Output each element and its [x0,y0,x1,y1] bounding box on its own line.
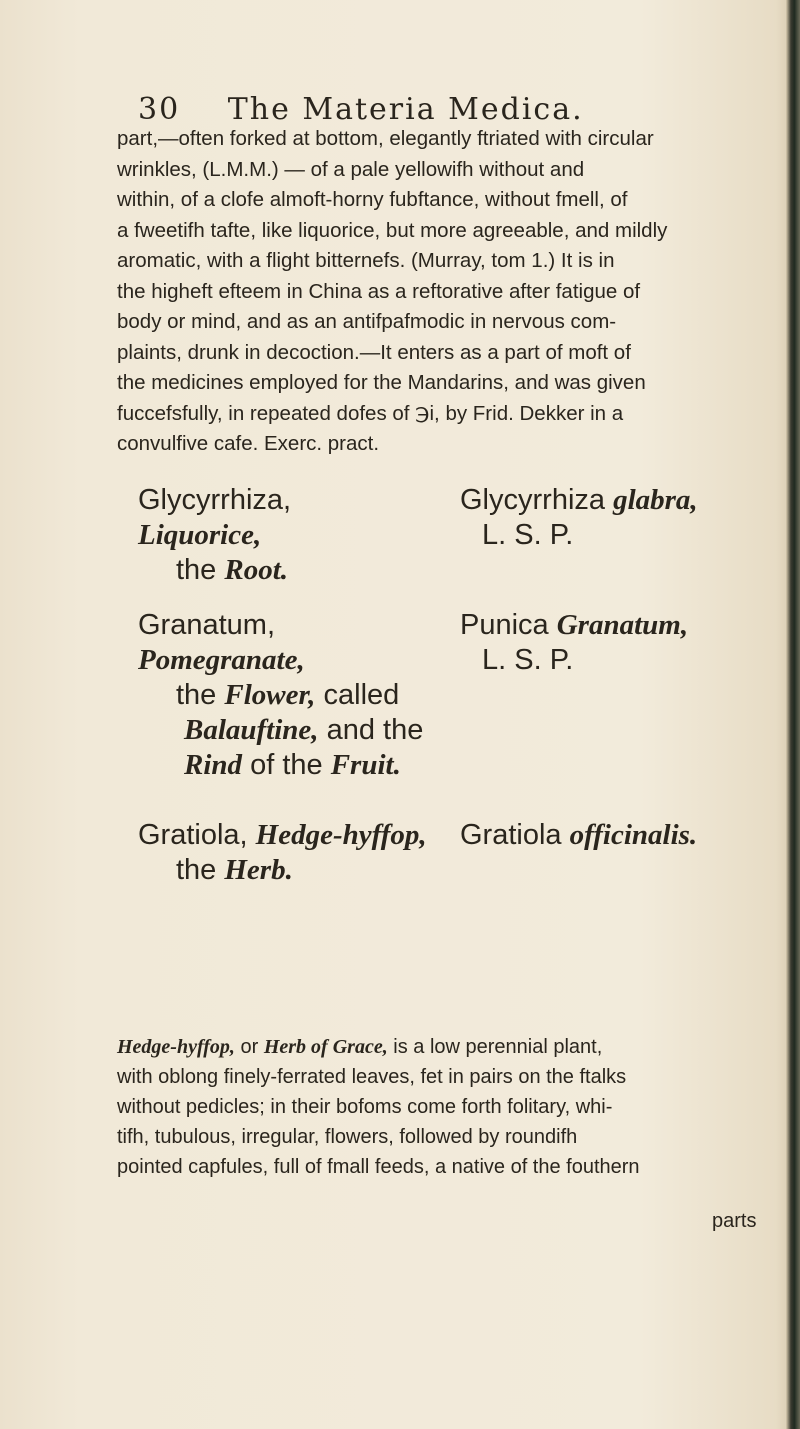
text-line: convulfive cafe. Exerc. pract. [117,432,380,455]
entry-latin-name: Granatum, [138,609,275,641]
species: Granatum, [556,609,689,641]
header-word-the: The [227,92,291,127]
part-value: Flower, [224,679,316,711]
text-line: tifh, tubulous, irregular, flowers, followed by roundifh [117,1126,578,1148]
linnaean-name [460,608,688,643]
entry-granatum-name [138,608,423,783]
text-line: aromatic, with a flight bitternefs. (Murray, tom 1.) It is in [117,249,615,272]
part-label: the [176,854,225,886]
genus: Glycyrrhiza [460,484,614,516]
paragraph-hedge-hyssop-description [117,1032,777,1182]
text-line: within, of a clofe almoft-horny fubftance, without fmell, of [117,188,628,211]
page-edge [786,0,800,1429]
text-line: wrinkles, (L.M.M.) — of a pale yellowifh without and [117,157,585,181]
entry-glycyrrhiza-name [138,483,291,588]
paragraph-liquorice-description [117,124,777,460]
text-line: the higheft efteem in China as a reftorative after fatigue of [117,279,641,303]
text-line: fuccefsfully, in repeated dofes of ℈i, by Frid. Dekker in a [117,401,624,425]
text-line: part,—often forked at bottom, elegantly ftriated with circular [117,127,654,150]
part-label: called [315,679,400,711]
header-word-materia: Materia [302,92,437,127]
linnaean-name [460,483,698,518]
entry-part-used [138,713,423,748]
part-label: and the [318,714,424,746]
species: glabra, [613,484,698,516]
genus: Gratiola [460,819,570,851]
entry-latin-name: Glycyrrhiza, [138,484,292,516]
genus: Punica [460,609,557,641]
text-line: a fweetifh tafte, like liquorice, but more agreeable, and mildly [117,218,668,242]
catchword: parts [712,1210,757,1232]
text-line [117,1032,777,1062]
entry-granatum-linnaean [460,608,688,678]
linnaean-reference: L. S. P. [482,519,574,551]
entry-part-used [138,748,423,783]
entry-part-used [138,853,427,888]
entry-common-name: Pomegranate, [138,644,305,676]
entry-common-name: Liquorice, [138,519,262,551]
part-label: of the [242,749,331,781]
part-value: Herb. [224,854,293,886]
part-value: Fruit. [330,749,401,781]
text-line: pointed capfules, full of fmall feeds, a native of the fouthern [117,1156,640,1178]
running-header [138,92,584,127]
text: or [234,1036,264,1058]
term: Hedge-hyffop, [117,1036,235,1058]
entry-latin-name [138,818,427,853]
text-line: body or mind, and as an antifpafmodic in nervous com- [117,310,617,333]
text-line: without pedicles; in their bofoms come forth folitary, whi- [117,1096,613,1118]
part-value: Balauftine, [184,714,319,746]
text-line: with oblong finely-ferrated leaves, fet in pairs on the ftalks [117,1066,627,1088]
term: Herb of Grace, [263,1036,388,1058]
text-line: plaints, drunk in decoction.—It enters as a part of moft of [117,340,631,364]
entry-glycyrrhiza-linnaean [460,483,698,553]
entry-gratiola-linnaean [460,818,697,853]
header-word-medica: Medica. [448,92,584,127]
entry-part-used [138,678,423,713]
part-value: Root. [224,554,289,586]
page-number: 30 [138,92,181,127]
entry-part-used [138,553,291,588]
part-label: the [176,554,225,586]
text-line: the medicines employed for the Mandarins, and was given [117,371,646,394]
linnaean-name [460,818,697,853]
entry-gratiola-name [138,818,427,888]
common: Hedge-hyffop, [255,819,427,851]
part-label: the [176,679,225,711]
text: is a low perennial plant, [387,1036,603,1058]
species: officinalis. [569,819,698,851]
linnaean-reference: L. S. P. [482,644,574,676]
part-value: Rind [184,749,243,781]
latin: Gratiola, [138,819,256,851]
